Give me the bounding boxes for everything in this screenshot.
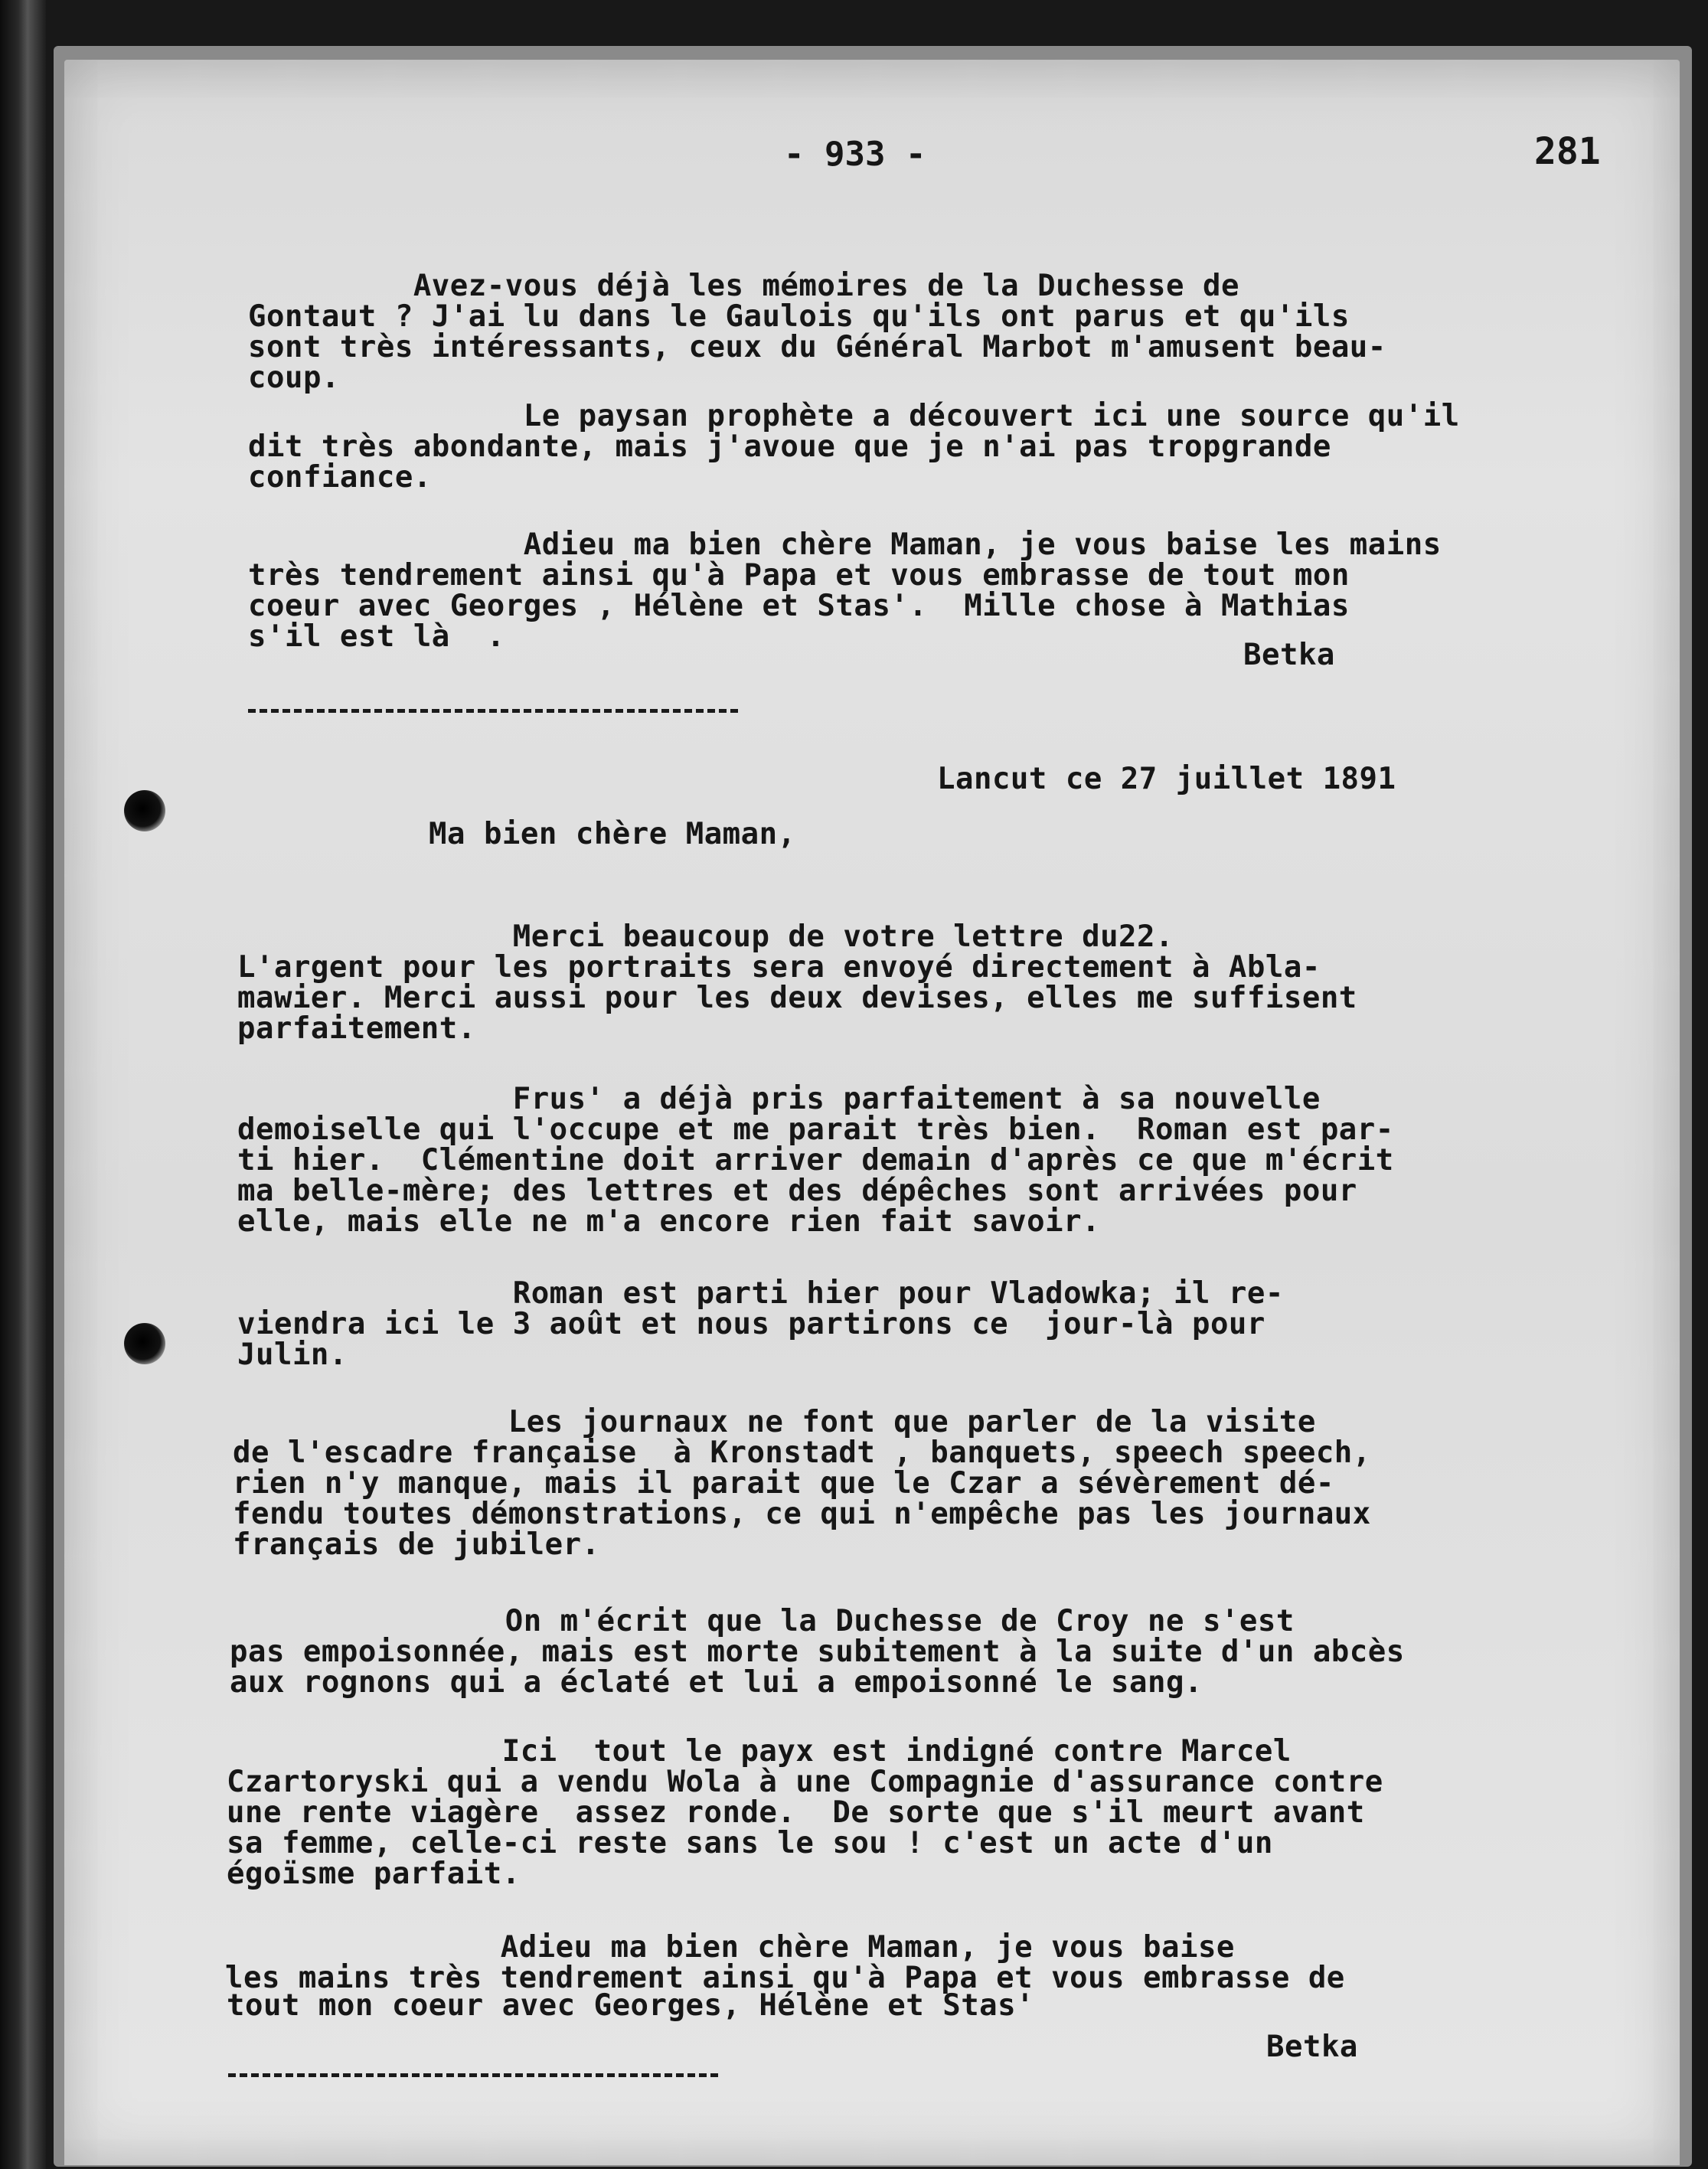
folio-mark: 281 [1534,130,1601,173]
letter1-p2-text: Le paysan prophète a découvert ici une source qu'il dit très abondante, mais j'avoue que je n'ai pas tropgrande confiance. [248,399,1460,495]
letter1-signature: Betka [1243,638,1335,672]
letter-separator-2 [228,2073,718,2080]
salutation: Ma bien chère Maman, [429,817,796,851]
letter2-paragraph-2 [237,1053,1394,1268]
letter2-p7-text: Adieu ma bien chère Maman, je vous baise les mains très tendrement ainsi qu'à Papa et vous embrasse de [225,1930,1345,1995]
letter2-p1-text: Merci beaucoup de votre lettre du22. L'argent pour les portraits sera envoyé directement à Abla- mawier. Merci aussi pour les deux devises, elles me suffisent parfaitement. [237,920,1357,1046]
punch-hole-lower [124,1323,165,1364]
letter1-p1-text: Avez-vous déjà les mémoires de la Duchesse de Gontaut ? J'ai lu dans le Gaulois qu'ils ont parus et qu'ils sont très intéressants, ceux du Général Marbot m'amusent beau- coup. [248,269,1386,395]
letter2-closing-line: tout mon coeur avec Georges, Hélène et Stas' [227,1988,1035,2023]
punch-hole-upper [124,790,165,831]
letter2-paragraph-1 [237,891,1357,1075]
letter2-p6-text: Ici tout le payx est indigné contre Marcel Czartoryski qui a vendu Wola à une Compagnie d'assurance contre une rente viagère assez ronde. De sorte que s'il meurt avant sa femme, celle-ci reste sans le sou ! c'est un acte d'un égoïsme parfait. [227,1734,1383,1891]
letter2-paragraph-6 [227,1706,1383,1920]
page-number: - 933 - [784,135,926,174]
typewritten-page [64,60,1680,2165]
letter1-p3-text: Adieu ma bien chère Maman, je vous baise les mains très tendrement ainsi qu'à Papa et vous embrasse de tout mon coeur avec Georges , Hélène et Stas'. Mille chose à Mathias s'il est là . [248,528,1442,654]
letter2-p2-text: Frus' a déjà pris parfaitement à sa nouvelle demoiselle qui l'occupe et me parait très bien. Roman est par- ti hier. Clémentine doit arriver demain d'après ce que m'écrit ma belle-mère; des lettres et des dépêches sont arrivées pour elle, mais elle ne m'a encore rien fait savoir. [237,1082,1394,1239]
letter2-signature: Betka [1266,2030,1358,2064]
letter2-p4-text: Les journaux ne font que parler de la visite de l'escadre française à Kronstadt , banquets, speech speech, rien n'y manque, mais il parait que le Czar a sévèrement dé- fendu toutes démonstrations, ce qui n'empêche pas les journaux français de jubiler. [233,1405,1371,1562]
letter-separator-1 [248,709,738,716]
letter2-paragraph-4 [233,1377,1371,1591]
letter2-p3-text: Roman est parti hier pour Vladowka; il re- viendra ici le 3 août et nous partirons ce jour-là pour Julin. [237,1276,1284,1372]
letter2-p5-text: On m'écrit que la Duchesse de Croy ne s'est pas empoisonnée, mais est morte subitement à la suite d'un abcès aux rognons qui a éclaté et lui a empoisonné le sang. [230,1604,1405,1700]
dateline: Lancut ce 27 juillet 1891 [937,762,1396,796]
binder-edge [0,0,46,2169]
